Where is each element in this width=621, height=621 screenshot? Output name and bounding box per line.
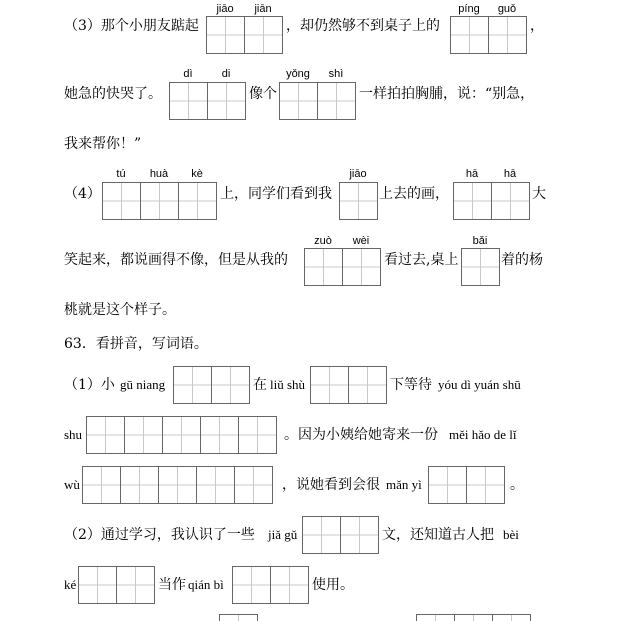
answer-boxes-qianbi[interactable] <box>232 566 309 604</box>
tianzige-cell[interactable] <box>239 416 277 454</box>
q63-pinyin-meihaodeli: měi hǎo de lǐ <box>449 427 517 442</box>
tianzige-cell[interactable] <box>417 614 455 621</box>
tianzige-cell[interactable] <box>455 614 493 621</box>
tianzige-cell[interactable] <box>125 416 163 454</box>
answer-boxes-partial-left[interactable] <box>219 614 258 621</box>
tianzige-cell[interactable] <box>201 416 239 454</box>
answer-boxes-bai[interactable] <box>461 248 500 286</box>
tianzige-cell[interactable] <box>163 416 201 454</box>
tianzige-cell[interactable] <box>212 366 250 404</box>
tianzige-cell[interactable] <box>454 182 492 220</box>
tianzige-cell[interactable] <box>235 466 273 504</box>
answer-boxes-youdiyuanshushu[interactable] <box>86 416 277 454</box>
answer-boxes-jiao[interactable] <box>339 182 378 220</box>
answer-boxes-jiagu[interactable] <box>302 516 379 554</box>
pinyin-jiao-2: jiāo <box>349 168 367 180</box>
pinyin-di-neutral: di <box>221 68 231 80</box>
tianzige-cell[interactable] <box>311 366 349 404</box>
tianzige-cell[interactable] <box>207 16 245 54</box>
answer-boxes-meihaodeliwu[interactable] <box>82 466 273 504</box>
q3-line2-text-a: 她急的快哭了。 <box>64 86 162 102</box>
q63-line1-text-b: 在 <box>253 377 267 393</box>
tianzige-cell[interactable] <box>467 466 505 504</box>
tianzige-cell[interactable] <box>208 82 246 120</box>
q63-pinyin-youdiyuanshu: yóu dì yuán shū <box>438 377 521 392</box>
tianzige-cell[interactable] <box>245 16 283 54</box>
answer-boxes-tuhuake[interactable] <box>102 182 217 220</box>
pinyin-ha-2: hā <box>503 168 517 180</box>
answer-boxes-haha[interactable] <box>453 182 530 220</box>
q63-pinyin-ke: ké <box>64 577 77 592</box>
q63-pinyin-bei: bèi <box>503 527 519 542</box>
pinyin-tu: tú <box>116 168 126 180</box>
tianzige-cell[interactable] <box>87 416 125 454</box>
tianzige-cell[interactable] <box>462 248 500 286</box>
q4-line1-text-a: （4） <box>64 186 101 202</box>
tianzige-cell[interactable] <box>121 466 159 504</box>
tianzige-cell[interactable] <box>493 614 531 621</box>
pinyin-shi: shì <box>328 68 344 80</box>
q63-line2-text-b: 。因为小姨给她寄来一份 <box>284 427 438 443</box>
pinyin-ke: kè <box>191 168 203 180</box>
q3-line3-text: 我来帮你！” <box>64 136 142 152</box>
pinyin-guo: guǒ <box>497 3 517 15</box>
tianzige-cell[interactable] <box>489 16 527 54</box>
pinyin-jiao: jiāo <box>216 3 234 15</box>
q63-pinyin-guniang: gū niang <box>120 377 166 392</box>
tianzige-cell[interactable] <box>303 516 341 554</box>
pinyin-ha: hā <box>465 168 479 180</box>
q4-line1-text-c: 上去的画， <box>379 186 449 202</box>
answer-boxes-partial-right[interactable] <box>416 614 531 621</box>
q63-pinyin-liushu: liǔ shù <box>270 377 306 392</box>
answer-boxes-guniang[interactable] <box>173 366 250 404</box>
q63-pinyin-manyi: mǎn yì <box>386 477 422 492</box>
q63-line5-text-c: 使用。 <box>312 577 354 593</box>
q63-line3-text-b: ，说她看到会很 <box>282 477 380 493</box>
tianzige-cell[interactable] <box>179 182 217 220</box>
q3-line2-text-b: 像个 <box>249 86 277 102</box>
answer-boxes-jiaojian[interactable] <box>206 16 283 54</box>
tianzige-cell[interactable] <box>305 248 343 286</box>
answer-boxes-zuowei[interactable] <box>304 248 381 286</box>
answer-boxes-manyi[interactable] <box>428 466 505 504</box>
q4-line2-text-a: 笑起来，都说画得不像，但是从我的 <box>64 252 288 268</box>
tianzige-cell[interactable] <box>117 566 155 604</box>
q63-pinyin-qianbi: qián bì <box>188 577 224 592</box>
tianzige-cell[interactable] <box>343 248 381 286</box>
tianzige-cell[interactable] <box>159 466 197 504</box>
pinyin-jian: jiān <box>254 3 272 15</box>
q63-line1-text-a: （1）小 <box>64 377 115 393</box>
tianzige-cell[interactable] <box>220 614 258 621</box>
q63-pinyin-jiagu: jiǎ gǔ <box>268 527 298 542</box>
question-63-title: 63．看拼音，写词语。 <box>64 336 208 352</box>
q4-line3-text: 桃就是这个样子。 <box>64 302 176 318</box>
answer-boxes-liushu[interactable] <box>310 366 387 404</box>
q3-line1-text-a: （3）那个小朋友踮起 <box>64 18 199 34</box>
q3-line1-text-b: ，却仍然够不到桌子上的 <box>286 18 440 34</box>
q4-line2-text-c: 着的杨 <box>501 252 543 268</box>
tianzige-cell[interactable] <box>349 366 387 404</box>
pinyin-zuo: zuò <box>314 235 332 247</box>
tianzige-cell[interactable] <box>451 16 489 54</box>
pinyin-hua: huà <box>149 168 169 180</box>
tianzige-cell[interactable] <box>170 82 208 120</box>
pinyin-wei: wèi <box>352 235 370 247</box>
answer-boxes-yongshi[interactable] <box>279 82 356 120</box>
q63-pinyin-wu: wù <box>64 477 80 492</box>
q63-line5-text-b: 当作 <box>158 577 186 593</box>
q63-line4-text-b: 文，还知道古人把 <box>382 527 494 543</box>
answer-boxes-beike[interactable] <box>78 566 155 604</box>
q4-line1-text-d: 大 <box>532 186 546 202</box>
pinyin-ping: píng <box>458 3 480 15</box>
tianzige-cell[interactable] <box>197 466 235 504</box>
tianzige-cell[interactable] <box>429 466 467 504</box>
tianzige-cell[interactable] <box>271 566 309 604</box>
tianzige-cell[interactable] <box>141 182 179 220</box>
q4-line2-text-b: 看过去,桌上 <box>384 252 459 268</box>
tianzige-cell[interactable] <box>318 82 356 120</box>
tianzige-cell[interactable] <box>79 566 117 604</box>
tianzige-cell[interactable] <box>280 82 318 120</box>
tianzige-cell[interactable] <box>233 566 271 604</box>
q4-line1-text-b: 上，同学们看到我 <box>220 186 332 202</box>
q63-line4-text-a: （2）通过学习，我认识了一些 <box>64 527 255 543</box>
q3-line1-text-c: ， <box>530 18 544 34</box>
q63-line3-text-c: 。 <box>510 477 524 493</box>
answer-boxes-pingguo[interactable] <box>450 16 527 54</box>
tianzige-cell[interactable] <box>492 182 530 220</box>
pinyin-bai: bǎi <box>472 235 488 247</box>
tianzige-cell[interactable] <box>341 516 379 554</box>
tianzige-cell[interactable] <box>174 366 212 404</box>
tianzige-cell[interactable] <box>83 466 121 504</box>
q3-line2-text-c: 一样拍拍胸脯，说：“别急， <box>359 86 535 102</box>
q63-pinyin-shu: shu <box>64 427 83 442</box>
pinyin-yong: yǒng <box>286 68 310 80</box>
q63-line1-text-c: 下等待 <box>390 377 432 393</box>
answer-boxes-didi[interactable] <box>169 82 246 120</box>
pinyin-di: dì <box>183 68 193 80</box>
tianzige-cell[interactable] <box>340 182 378 220</box>
tianzige-cell[interactable] <box>103 182 141 220</box>
